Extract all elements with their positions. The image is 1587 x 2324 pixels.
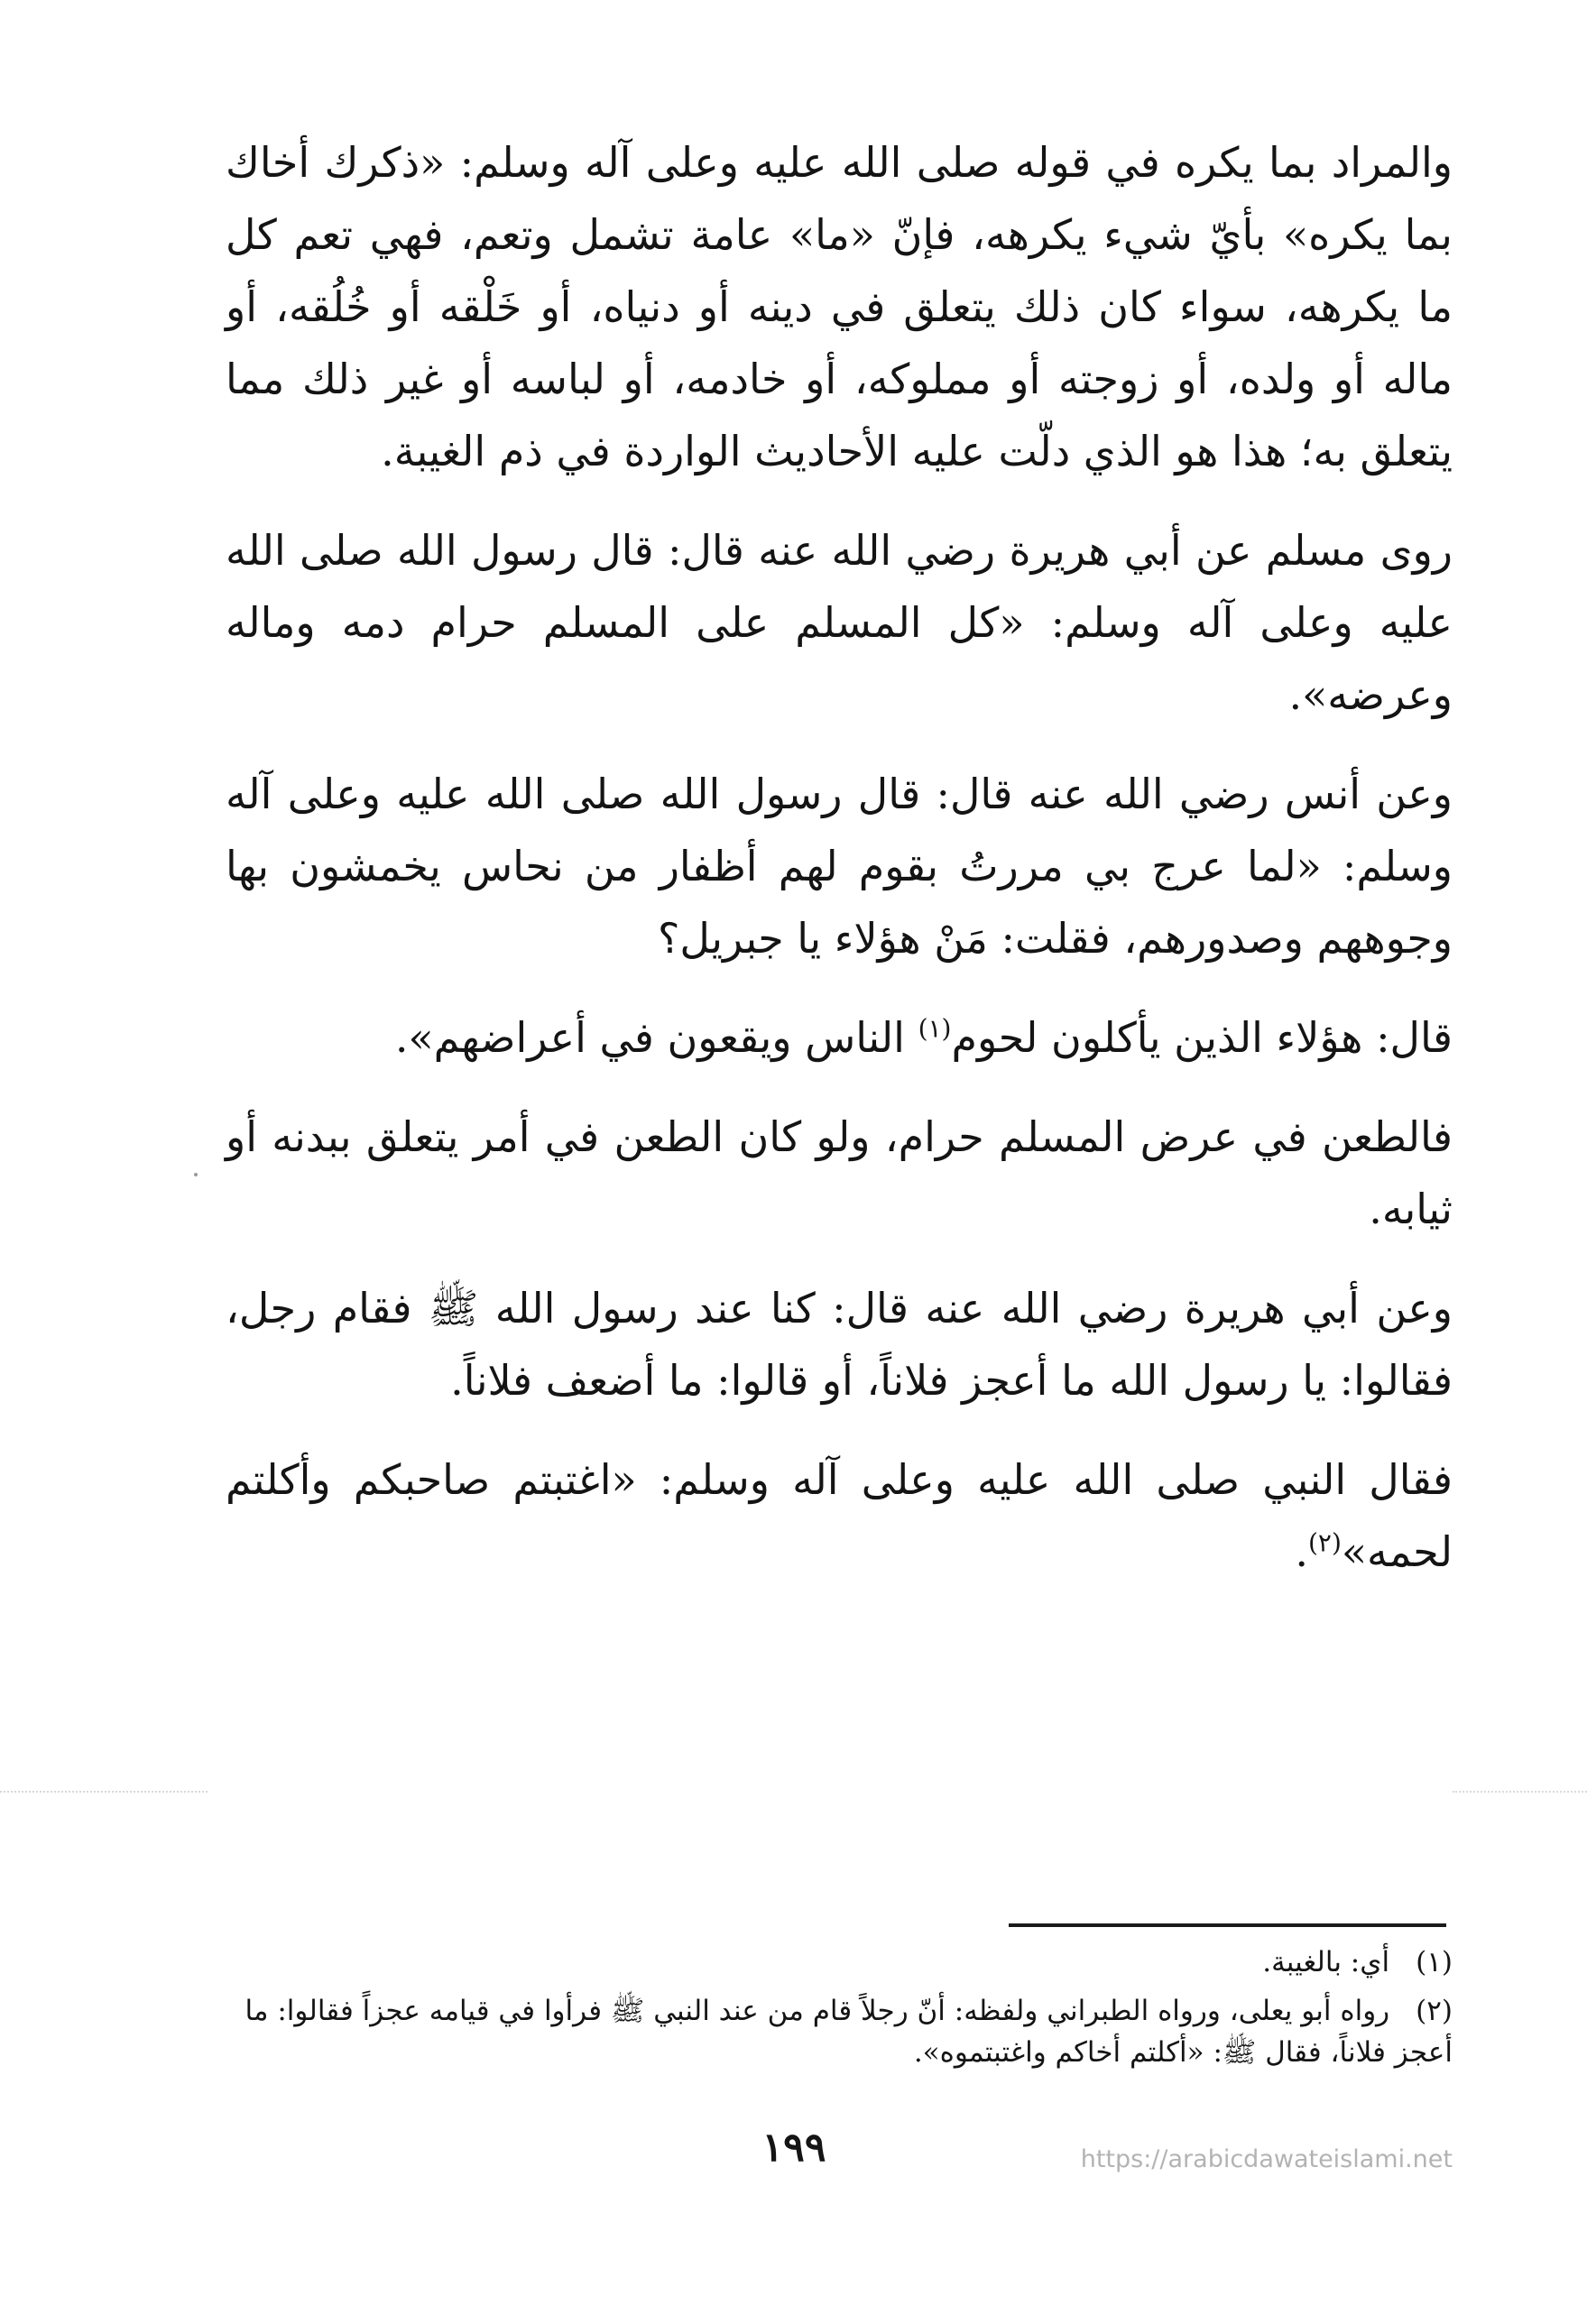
paragraph-2: روى مسلم عن أبي هريرة رضي الله عنه قال: قال رسول الله صلى الله عليه وعلى آله وسلم: «كل المسلم على المسلم حرام دمه وماله وعرضه». — [226, 526, 1453, 719]
paragraph-3: وعن أنس رضي الله عنه قال: قال رسول الله صلى الله عليه وعلى آله وسلم: «لما عرج بي مررتُ بقوم لهم أظفار من نحاس يخمشون بها وجوههم وصدورهم، فقلت: مَنْ هؤلاء يا جبريل؟ — [226, 770, 1453, 963]
scan-artifact — [194, 1173, 198, 1176]
watermark-url: https://arabicdawateislami.net — [1080, 2145, 1453, 2173]
footnote-text: رواه أبو يعلى، ورواه الطبراني ولفظه: أنّ رجلاً قام من عند النبي ﷺ فرأوا في قيامه عجزاً فقالوا: ما أعجز فلاناً، فقال ﷺ: «أكلتم أخاكم واغتبتموه». — [245, 1995, 1453, 2069]
footnotes — [235, 1941, 1453, 2080]
paragraph-4-start: قال: هؤلاء الذين يأكلون لحوم — [951, 1013, 1453, 1062]
main-text — [226, 126, 1453, 1615]
paragraph-7-text: فقال النبي صلى الله عليه وعلى آله وسلم: «اغتبتم صاحبكم وأكلتم لحمه» — [226, 1455, 1453, 1576]
footnote-1 — [235, 1941, 1453, 1983]
page-number: ١٩٩ — [761, 2125, 826, 2171]
paragraph-5: فالطعن في عرض المسلم حرام، ولو كان الطعن في أمر يتعلق ببدنه أو ثيابه. — [226, 1112, 1453, 1233]
footnote-2 — [235, 1990, 1453, 2073]
footnote-number: (١) — [1416, 1946, 1453, 1978]
scan-artifact — [0, 1791, 208, 1794]
paragraph-4-end: الناس ويقعون في أعراضهم». — [394, 1013, 918, 1062]
paragraph-7 — [226, 1443, 1453, 1588]
paragraph-6: وعن أبي هريرة رضي الله عنه قال: كنا عند رسول الله ﷺ فقام رجل، فقالوا: يا رسول الله ما أعجز فلاناً، أو قالوا: ما أضعف فلاناً. — [226, 1284, 1453, 1405]
footnote-ref-2: (٢) — [1307, 1527, 1342, 1558]
footnote-text: أي: بالغيبة. — [1262, 1946, 1390, 1978]
footnote-number: (٢) — [1416, 1995, 1453, 2027]
paragraph-4 — [226, 1001, 1453, 1074]
paragraph-7-end: . — [1295, 1527, 1308, 1576]
footnote-separator — [1009, 1923, 1446, 1927]
footnote-ref-1: (١) — [918, 1013, 952, 1044]
paragraph-1: والمراد بما يكره في قوله صلى الله عليه وعلى آله وسلم: «ذكرك أخاك بما يكره» بأيّ شيء يكرهه، فإنّ «ما» عامة تشمل وتعم، فهي تعم كل ما يكرهه، سواء كان ذلك يتعلق في دينه أو دنياه، أو خَلْقه أو خُلُقه، أو ماله أو ولده، أو زوجته أو مملوكه، أو خادمه، أو لباسه أو غير ذلك مما يتعلق به؛ هذا هو الذي دلّت عليه الأحاديث الواردة في ذم الغيبة. — [226, 138, 1453, 475]
scan-artifact — [1453, 1791, 1587, 1794]
